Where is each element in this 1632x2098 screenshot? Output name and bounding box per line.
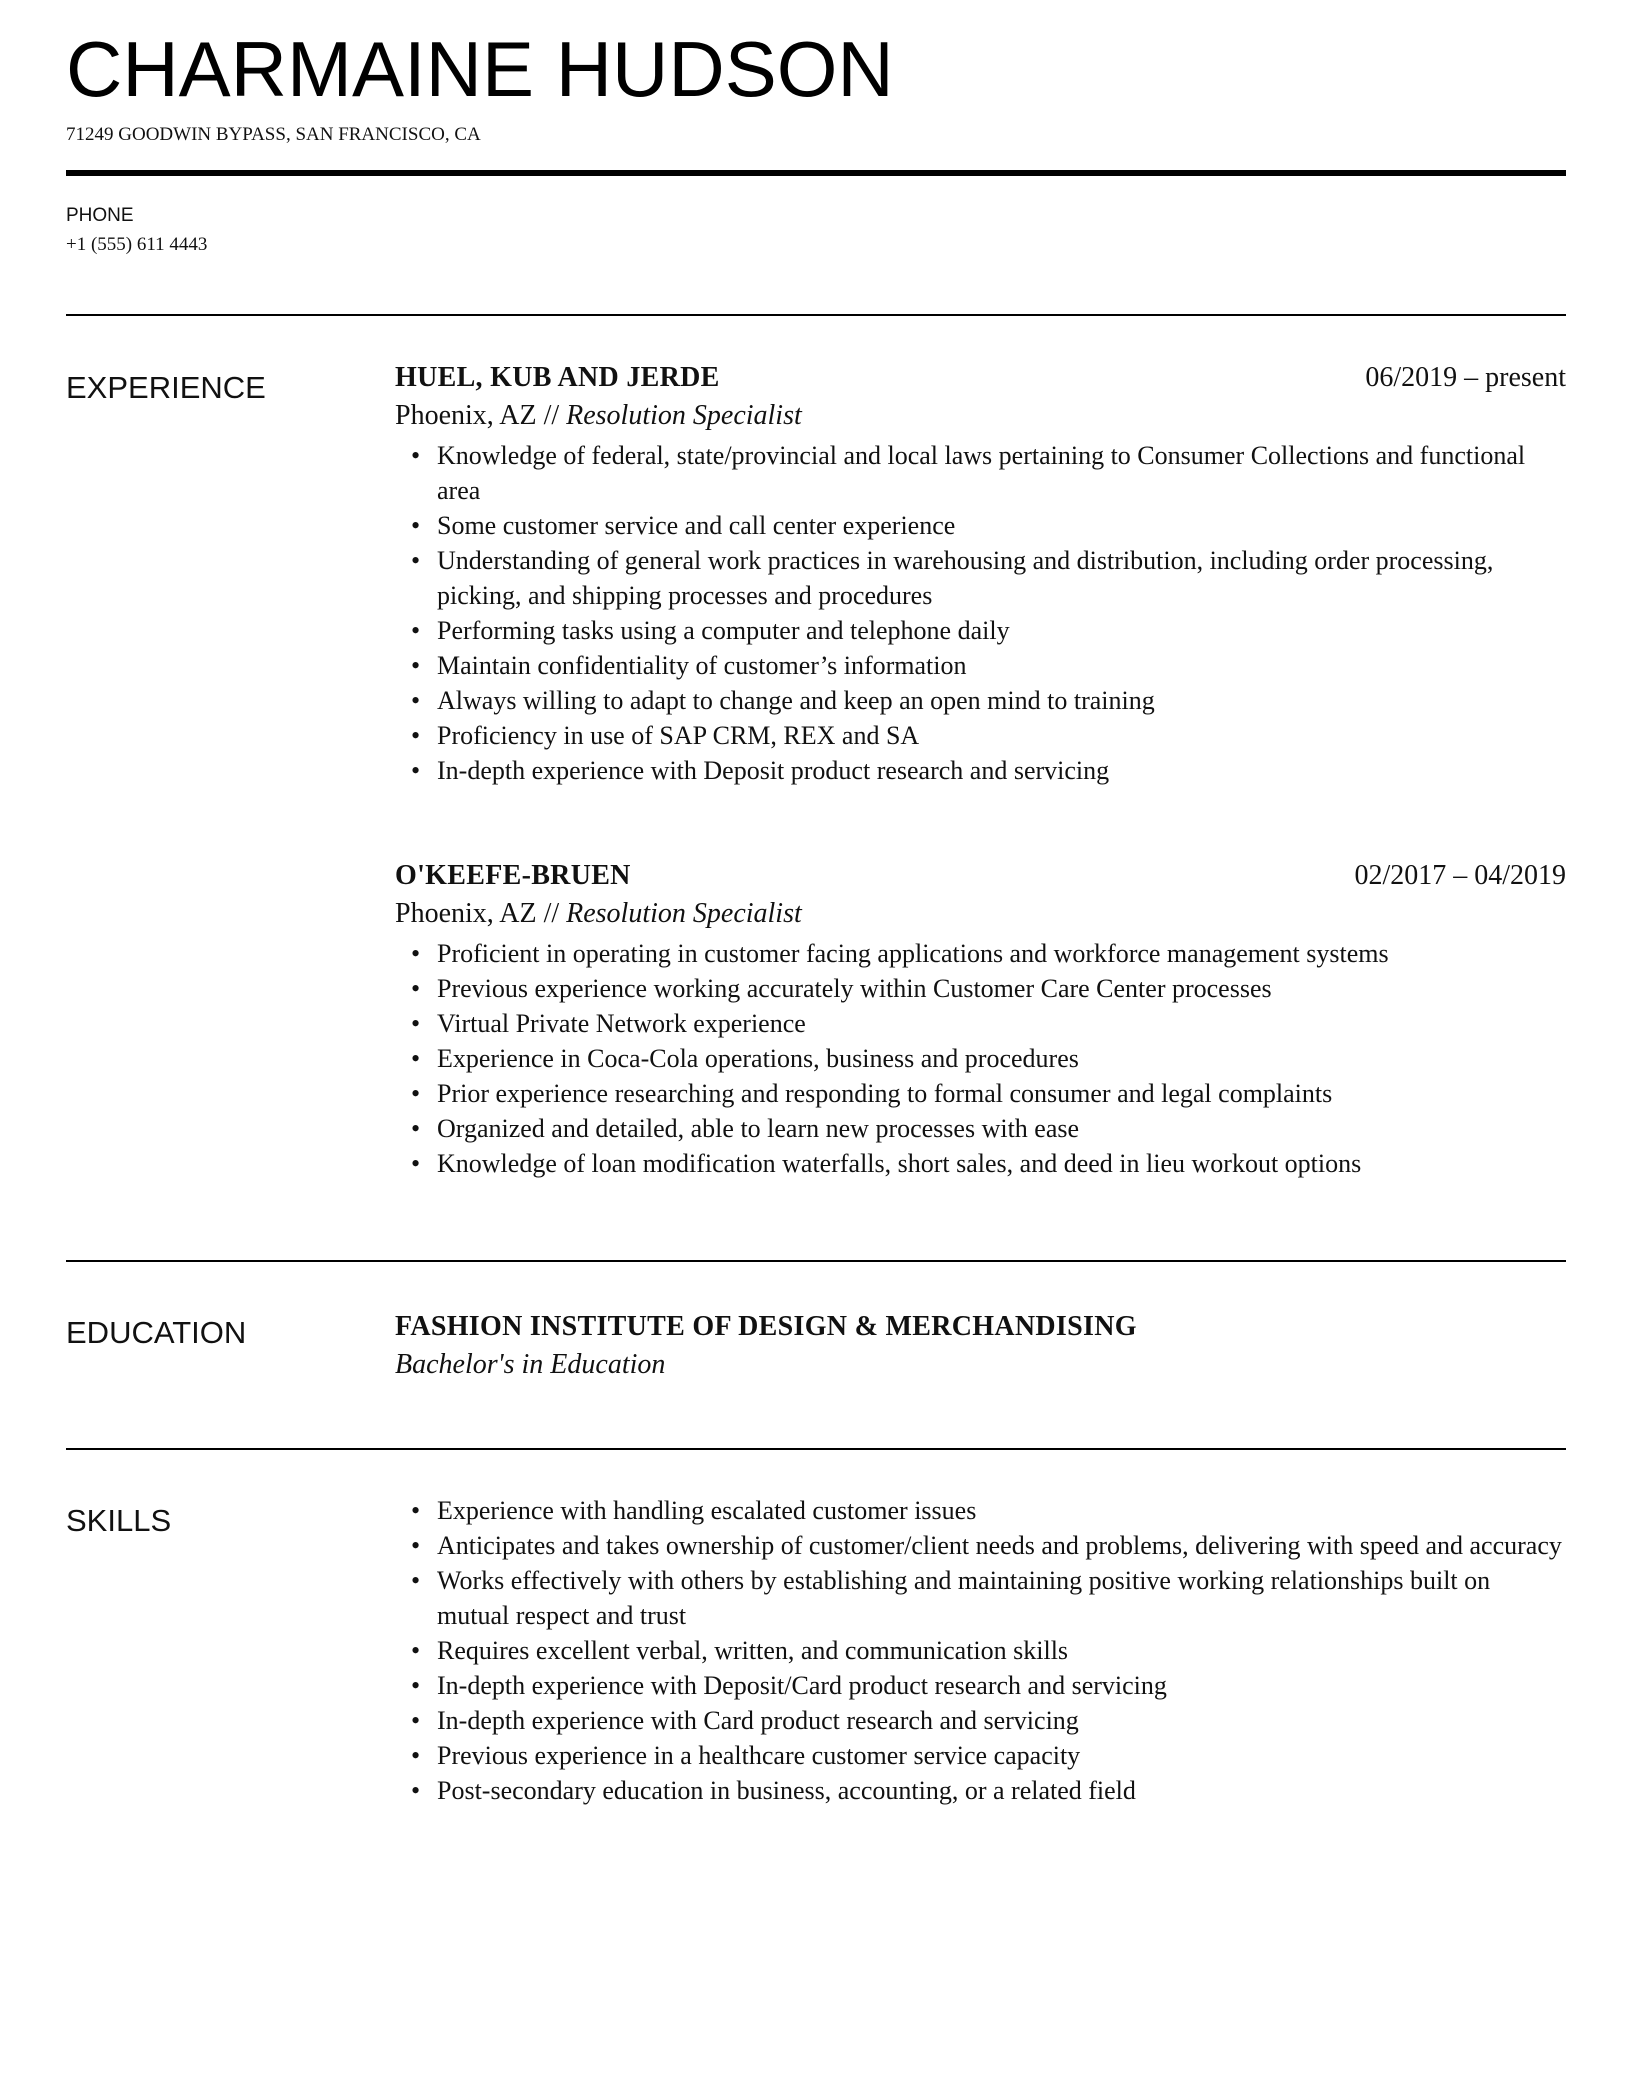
job-entry-2 — [395, 860, 1566, 1181]
list-item: • In-depth experience with Card product research and servicing — [395, 1703, 1566, 1738]
skills-section-title: SKILLS — [66, 1503, 172, 1538]
list-item: • Prior experience researching and responding to formal consumer and legal complaints — [395, 1076, 1566, 1111]
job-bullets — [395, 936, 1566, 1181]
list-item: • Organized and detailed, able to learn new processes with ease — [395, 1111, 1566, 1146]
job-header — [395, 362, 1566, 394]
list-item: • Proficient in operating in customer facing applications and workforce management systems — [395, 936, 1566, 971]
candidate-address: 71249 GOODWIN BYPASS, SAN FRANCISCO, CA — [66, 124, 481, 145]
education-section-title: EDUCATION — [66, 1315, 247, 1350]
list-item: • Proficiency in use of SAP CRM, REX and SA — [395, 718, 1566, 753]
list-item: • Works effectively with others by establishing and maintaining positive working relationships built on mutual respect and trust — [395, 1563, 1566, 1633]
list-item: • Requires excellent verbal, written, and communication skills — [395, 1633, 1566, 1668]
list-item: • Knowledge of federal, state/provincial and local laws pertaining to Consumer Collections and functional area — [395, 438, 1566, 508]
phone-label: PHONE — [66, 205, 134, 226]
list-item: • Previous experience working accurately within Customer Care Center processes — [395, 971, 1566, 1006]
header-divider — [66, 170, 1566, 176]
job-dates: 02/2017 – 04/2019 — [1354, 860, 1566, 891]
section-divider-skills — [66, 1448, 1566, 1450]
job-separator: // — [536, 400, 567, 431]
company-name: O'KEEFE-BRUEN — [395, 860, 631, 891]
skills-entry — [395, 1493, 1566, 1808]
list-item: • Virtual Private Network experience — [395, 1006, 1566, 1041]
list-item: • Understanding of general work practices in warehousing and distribution, including order processing, picking, and shipping processes and procedures — [395, 543, 1566, 613]
list-item: • Anticipates and takes ownership of customer/client needs and problems, delivering with speed and accuracy — [395, 1528, 1566, 1563]
degree-name: Bachelor's in Education — [395, 1349, 666, 1380]
list-item: • Previous experience in a healthcare customer service capacity — [395, 1738, 1566, 1773]
list-item: • Post-secondary education in business, accounting, or a related field — [395, 1773, 1566, 1808]
list-item: • Some customer service and call center experience — [395, 508, 1566, 543]
candidate-name: CHARMAINE HUDSON — [66, 25, 894, 113]
job-dates: 06/2019 – present — [1365, 362, 1566, 393]
company-name: HUEL, KUB AND JERDE — [395, 362, 720, 393]
list-item: • Performing tasks using a computer and telephone daily — [395, 613, 1566, 648]
list-item: • Experience with handling escalated customer issues — [395, 1493, 1566, 1528]
list-item: • In-depth experience with Deposit product research and servicing — [395, 753, 1566, 788]
school-name: FASHION INSTITUTE OF DESIGN & MERCHANDISING — [395, 1311, 1137, 1342]
job-location: Phoenix, AZ — [395, 400, 537, 431]
skills-bullets — [395, 1493, 1566, 1808]
job-entry-1 — [395, 362, 1566, 788]
job-separator: // — [536, 898, 567, 929]
resume-page — [66, 0, 1566, 2098]
job-location: Phoenix, AZ — [395, 898, 537, 929]
list-item: • Maintain confidentiality of customer’s information — [395, 648, 1566, 683]
list-item: • Always willing to adapt to change and keep an open mind to training — [395, 683, 1566, 718]
list-item: • Experience in Coca-Cola operations, business and procedures — [395, 1041, 1566, 1076]
list-item: • Knowledge of loan modification waterfalls, short sales, and deed in lieu workout options — [395, 1146, 1566, 1181]
job-header — [395, 860, 1566, 892]
job-role: Resolution Specialist — [566, 898, 802, 929]
job-role: Resolution Specialist — [566, 400, 802, 431]
section-divider-experience — [66, 314, 1566, 316]
job-location-role — [395, 400, 1566, 432]
experience-section-title: EXPERIENCE — [66, 370, 266, 405]
job-bullets — [395, 438, 1566, 788]
education-entry — [395, 1311, 1566, 1381]
list-item: • In-depth experience with Deposit/Card product research and servicing — [395, 1668, 1566, 1703]
phone-value: +1 (555) 611 4443 — [66, 234, 208, 255]
job-location-role — [395, 898, 1566, 930]
section-divider-education — [66, 1260, 1566, 1262]
